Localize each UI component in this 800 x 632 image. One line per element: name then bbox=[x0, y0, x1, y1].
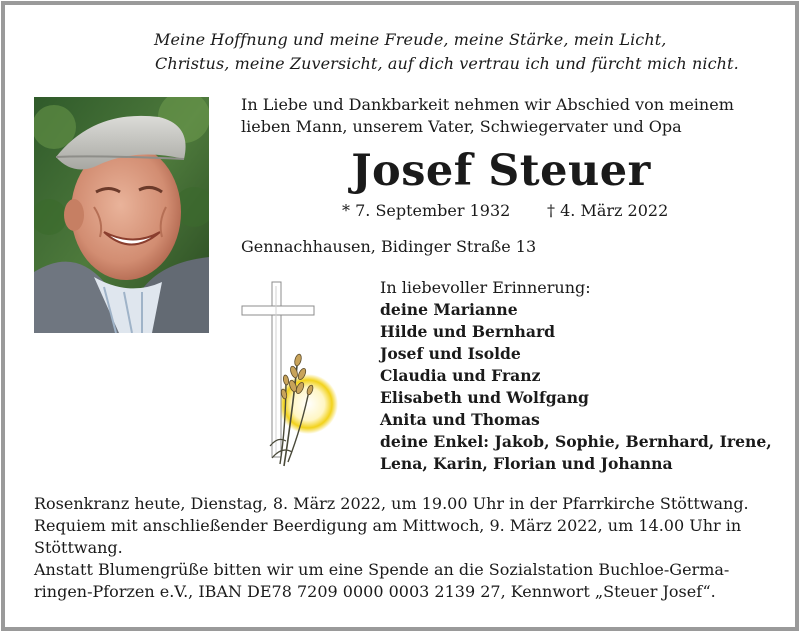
mourner-entry: Lena, Karin, Florian und Johanna bbox=[380, 454, 673, 473]
mourners-heading: In liebevoller Erinnerung: bbox=[380, 278, 591, 297]
footer-line: Stöttwang. bbox=[34, 538, 123, 557]
mourner-entry: deine Marianne bbox=[380, 300, 518, 319]
footer-line: Requiem mit anschließender Beerdigung am Mittwoch, 9. März 2022, um 14.00 Uhr in bbox=[34, 516, 742, 535]
mourner-entry: Hilde und Bernhard bbox=[380, 322, 556, 341]
mourner-entry: deine Enkel: Jakob, Sophie, Bernhard, Irene, bbox=[380, 432, 772, 451]
footer-line: ringen-Pforzen e.V., IBAN DE78 7209 0000 0003 2139 27, Kennwort „Steuer Josef“. bbox=[34, 582, 716, 601]
farewell-intro bbox=[241, 94, 781, 138]
footer-line: Rosenkranz heute, Dienstag, 8. März 2022, um 19.00 Uhr in der Pfarrkirche Stöttwang. bbox=[34, 494, 749, 513]
death-date: † 4. März 2022 bbox=[547, 201, 669, 220]
footer-line: Anstatt Blumengrüße bitten wir um eine Spende an die Sozialstation Buchloe-Germa- bbox=[34, 560, 730, 579]
intro-line-1: In Liebe und Dankbarkeit nehmen wir Abschied von meinem bbox=[241, 95, 734, 114]
deceased-name: Josef Steuer bbox=[351, 146, 651, 196]
mourner-entry: Josef und Isolde bbox=[380, 344, 521, 363]
mourner-entry: Anita und Thomas bbox=[380, 410, 540, 429]
mourner-entry: Claudia und Franz bbox=[380, 366, 541, 385]
service-details bbox=[34, 493, 774, 603]
portrait-photo bbox=[34, 97, 209, 333]
cross-with-wheat-icon bbox=[236, 276, 346, 472]
birth-date: * 7. September 1932 bbox=[342, 201, 511, 220]
motto-line-2: Christus, meine Zuversicht, auf dich vertrau ich und fürcht mich nicht. bbox=[155, 54, 739, 73]
mourner-entry: Elisabeth und Wolfgang bbox=[380, 388, 589, 407]
motto-verse bbox=[154, 28, 774, 76]
intro-line-2: lieben Mann, unserem Vater, Schwiegervater und Opa bbox=[241, 117, 682, 136]
deceased-address: Gennachhausen, Bidinger Straße 13 bbox=[241, 237, 537, 256]
mourners-list bbox=[380, 277, 790, 475]
motto-line-1: Meine Hoffnung und meine Freude, meine Stärke, mein Licht, bbox=[154, 30, 667, 49]
